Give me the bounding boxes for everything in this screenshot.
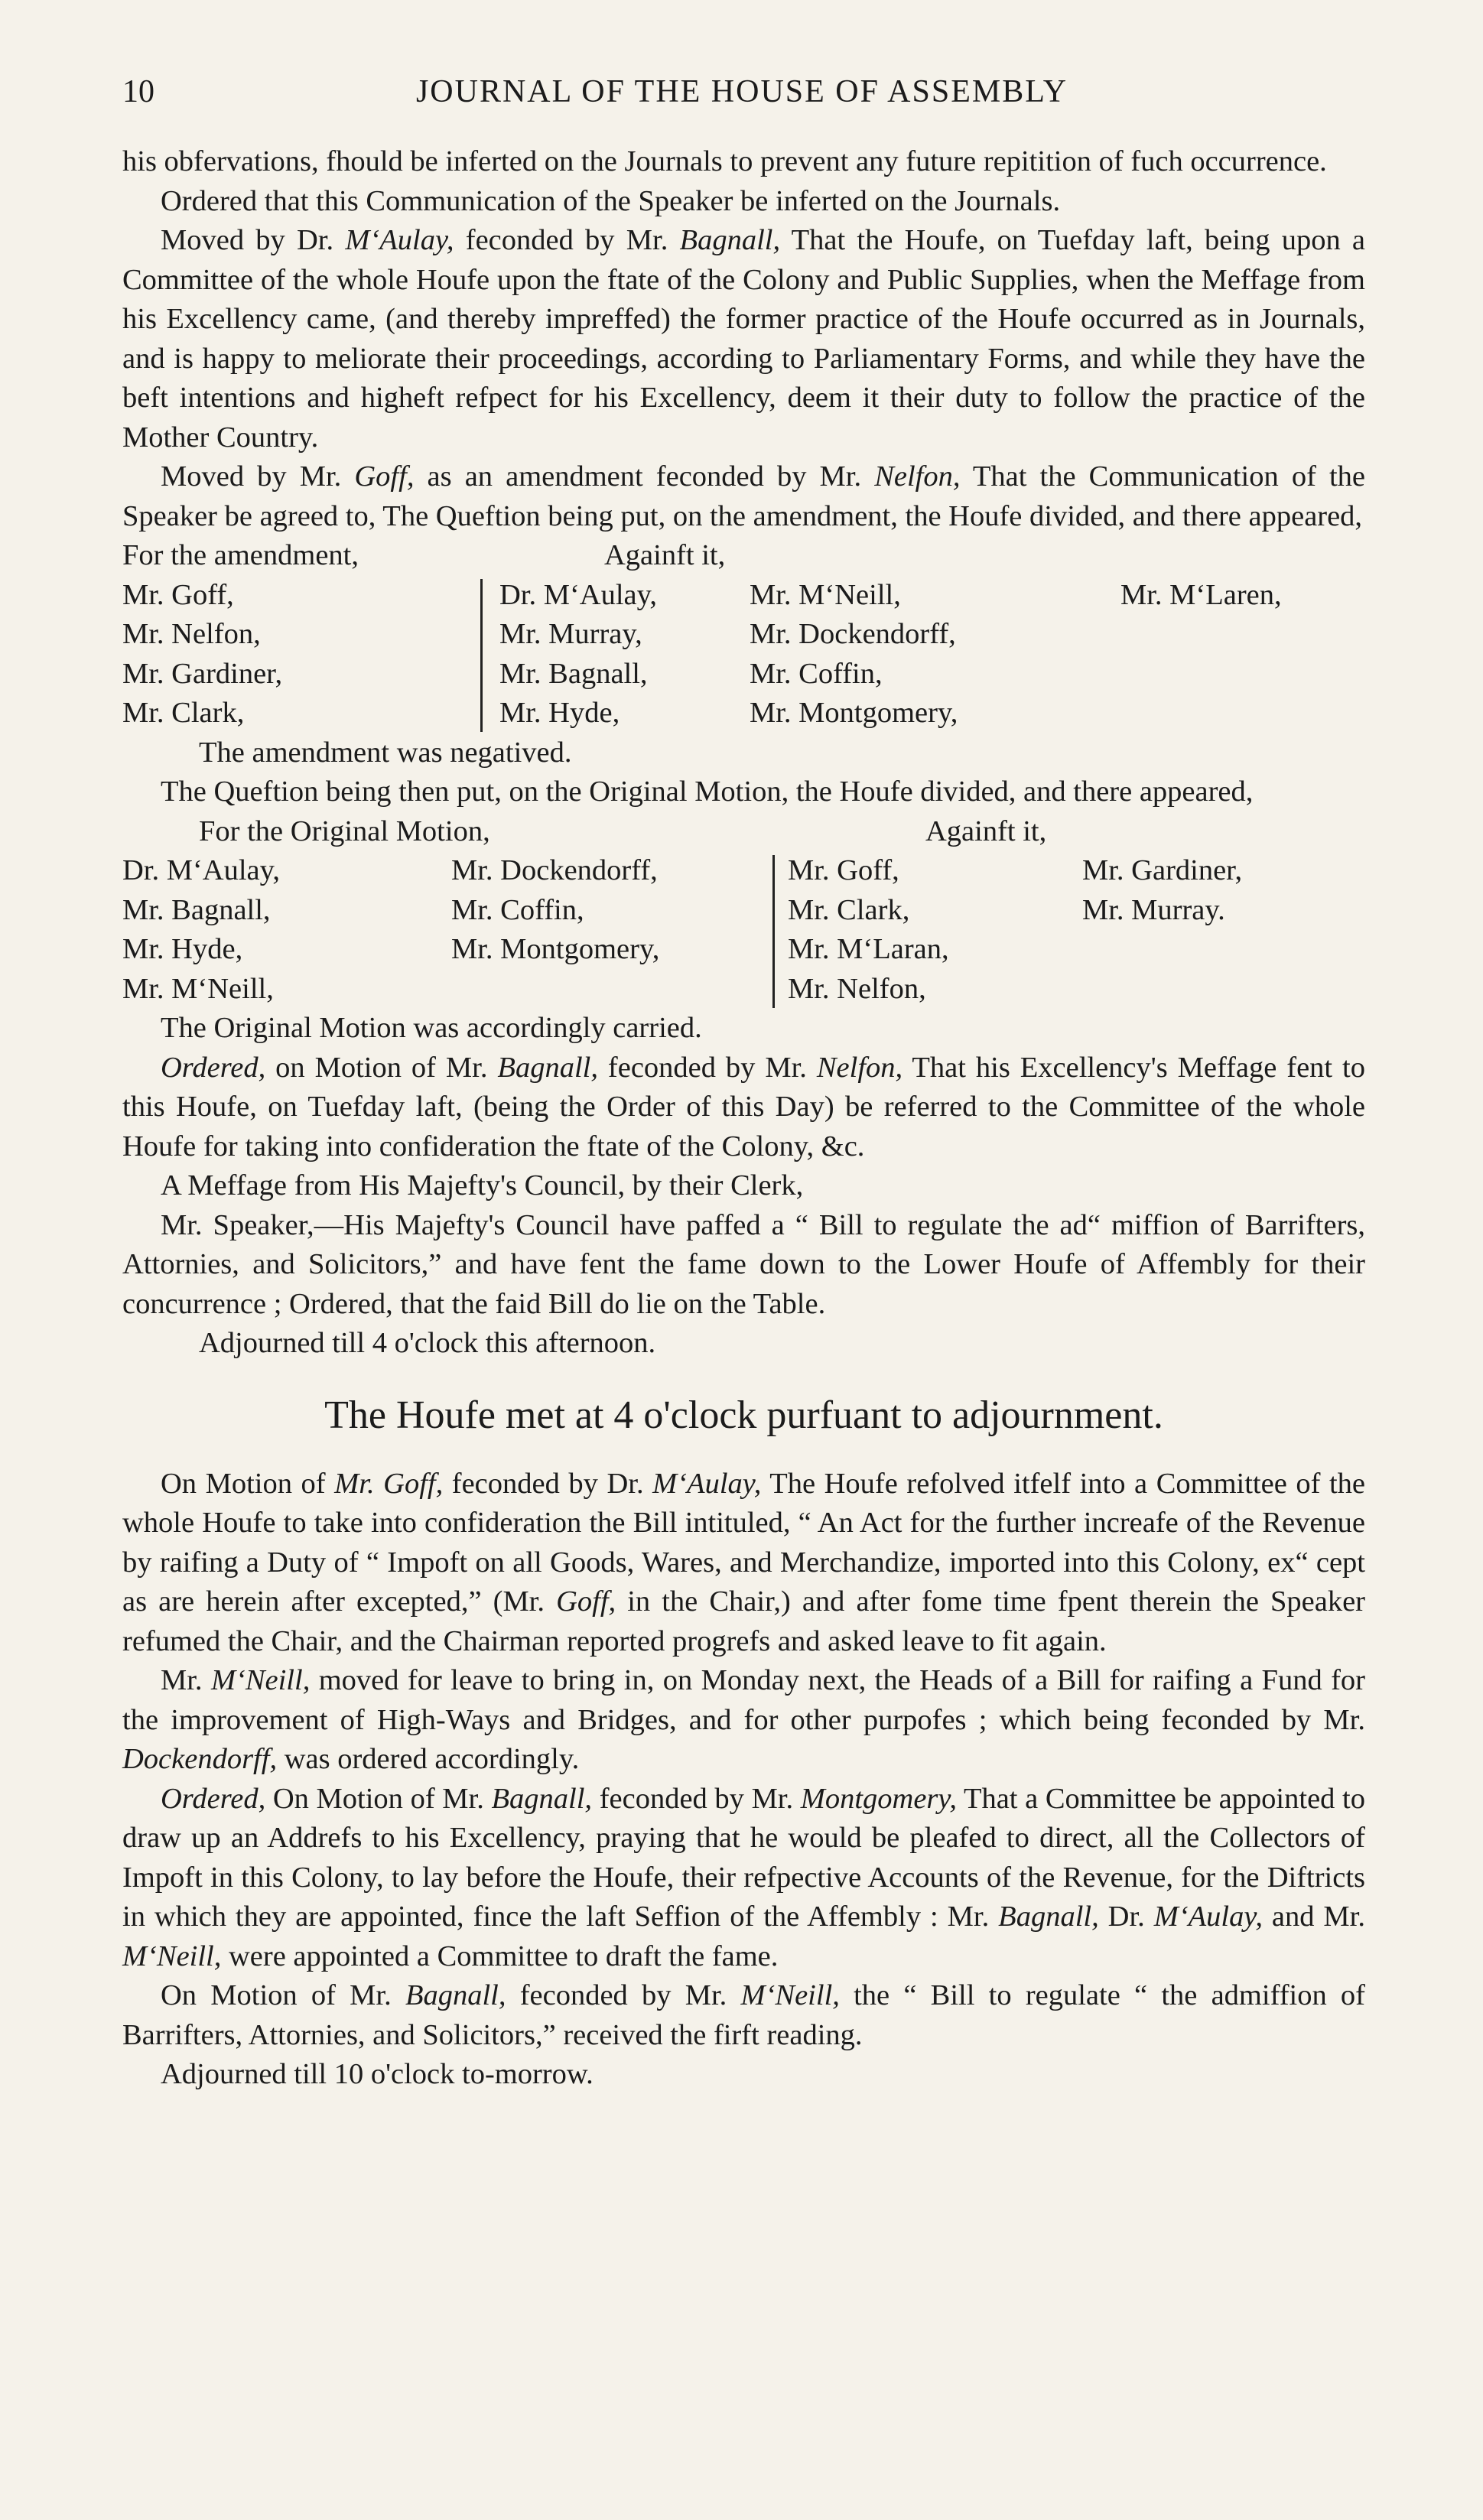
member-name: Mr. Montgomery, bbox=[750, 697, 958, 729]
original-motion-result: The Original Motion was accordingly carried. bbox=[161, 1012, 702, 1044]
paragraph-original-motion: The Queftion being then put, on the Original Motion, the Houfe divided, and there appeared, bbox=[161, 776, 1254, 808]
member-name: Mr. Goff, bbox=[122, 578, 234, 611]
paragraph-ordered-communication: Ordered that this Communication of the Speaker be inferted on the Journals. bbox=[161, 184, 1061, 217]
paragraph-observations: his obfervations, fhould be inferted on the Journals to prevent any future repitition of fuch occurrence. bbox=[122, 145, 1327, 177]
table-row bbox=[122, 970, 1365, 1010]
page-number: 10 bbox=[122, 74, 154, 109]
against-label: Againft it, bbox=[604, 539, 726, 571]
against-label: Againft it, bbox=[925, 815, 1047, 847]
member-name: Mr. Dockendorff, bbox=[750, 618, 956, 650]
member-name: Mr. Bagnall, bbox=[499, 657, 648, 690]
member-name: Mr. Montgomery, bbox=[451, 933, 660, 965]
member-name: Mr. Gardiner, bbox=[122, 657, 283, 690]
paragraph-address-committee: Ordered, On Motion of Mr. Bagnall, feconded by Mr. Montgomery, That a Committee be appointed to draw up an Addrefs to his Excellency, praying that he would be pleafed to direct, all the Collectors of Impoft in this Colony, to lay before the Houfe, their refpective Accounts of the Revenue, for the Diftricts in which they are appointed, fince the laft Seffion of the Affembly : Mr. Bagnall, Dr. M‘Aulay, and Mr. M‘Neill, were appointed a Committee to draft the fame. bbox=[122, 1782, 1365, 1972]
member-name: Mr. Murray, bbox=[499, 618, 642, 650]
table-row bbox=[122, 694, 1365, 733]
paragraph-first-reading: On Motion of Mr. Bagnall, feconded by Mr. M‘Neill, the “ Bill to regulate “ the admiffion of Barrifters, Attornies, and Solicitors,” received the firft reading. bbox=[122, 1979, 1366, 2051]
member-name: Mr. Bagnall, bbox=[122, 893, 271, 926]
paragraph-adjourned-tomorrow: Adjourned till 10 o'clock to-morrow. bbox=[161, 2058, 594, 2090]
vote-table-original-motion bbox=[122, 812, 1365, 1010]
member-name: Mr. Nelfon, bbox=[122, 618, 261, 650]
member-name: Mr. Coffin, bbox=[451, 893, 584, 926]
member-name: Mr. Hyde, bbox=[499, 697, 620, 729]
for-label: For the amendment, bbox=[122, 539, 359, 571]
member-name: Mr. M‘Laren, bbox=[1120, 578, 1282, 611]
member-name: Dr. M‘Aulay, bbox=[499, 578, 658, 611]
table-row bbox=[122, 851, 1365, 891]
vote-header bbox=[122, 812, 1365, 852]
member-name: Mr. M‘Neill, bbox=[122, 972, 274, 1005]
member-name: Mr. Coffin, bbox=[750, 657, 883, 690]
paragraph-speaker-bill: Mr. Speaker,—His Majefty's Council have paffed a “ Bill to regulate the ad“ miffion of Barrifters, Attornies, and Solicitors,” and have fent the fame down to the Lower Houfe of Affembly for their concurrence ; Ordered, that the faid Bill do lie on the Table. bbox=[122, 1208, 1365, 1320]
paragraph-adjourned-afternoon: Adjourned till 4 o'clock this afternoon. bbox=[199, 1327, 656, 1359]
member-name: Mr. Goff, bbox=[788, 854, 899, 886]
paragraph-highways-bill: Mr. M‘Neill, moved for leave to bring in, on Monday next, the Heads of a Bill for raifing a Fund for the improvement of High-Ways and Bridges, and for other purpofes ; which being feconded by Mr. Dockendorff, was ordered accordingly. bbox=[122, 1664, 1365, 1775]
member-name: Dr. M‘Aulay, bbox=[122, 854, 281, 886]
member-name: Mr. Gardiner, bbox=[1082, 854, 1243, 886]
member-name: Mr. Clark, bbox=[122, 697, 245, 729]
member-name: Mr. Dockendorff, bbox=[451, 854, 658, 886]
vote-header bbox=[122, 536, 1365, 576]
paragraph-amendment-goff: Moved by Mr. Goff, as an amendment feconded by Mr. Nelfon, That the Communication of the Speaker be agreed to, The Queftion being put, on the amendment, the Houfe divided, and there appeared, bbox=[122, 460, 1366, 532]
member-name: Mr. Nelfon, bbox=[788, 972, 926, 1005]
member-name: Mr. Murray. bbox=[1082, 893, 1225, 926]
journal-title: JOURNAL OF THE HOUSE OF ASSEMBLY bbox=[415, 74, 1068, 109]
table-row bbox=[122, 891, 1365, 931]
section-heading: The Houfe met at 4 o'clock purfuant to adjournment. bbox=[324, 1393, 1163, 1437]
vote-table-amendment bbox=[122, 536, 1365, 733]
paragraph-committee-revenue: On Motion of Mr. Goff, feconded by Dr. M‘Aulay, The Houfe refolved itfelf into a Committee of the whole Houfe to take into confideration the Bill intituled, “ An Act for the further increafe of the Revenue by raifing a Duty of “ Impoft on all Goods, Wares, and Merchandize, imported into this Colony, ex“ cept as are herein after excepted,” (Mr. Goff, in the Chair,) and after fome time fpent therein the Speaker refumed the Chair, and the Chairman reported progrefs and asked leave to fit again. bbox=[122, 1467, 1365, 1657]
paragraph-council-message: A Meffage from His Majefty's Council, by their Clerk, bbox=[161, 1169, 804, 1201]
for-label: For the Original Motion, bbox=[199, 815, 490, 847]
table-row bbox=[122, 655, 1365, 694]
member-name: Mr. M‘Laran, bbox=[788, 933, 949, 965]
page-header bbox=[115, 73, 1369, 127]
table-row bbox=[122, 930, 1365, 970]
table-row bbox=[122, 576, 1365, 616]
journal-body bbox=[122, 142, 1365, 2095]
amendment-result: The amendment was negatived. bbox=[199, 736, 572, 769]
member-name: Mr. Hyde, bbox=[122, 933, 243, 965]
paragraph-ordered-message: Ordered, on Motion of Mr. Bagnall, feconded by Mr. Nelfon, That his Excellency's Meffage fent to this Houfe, on Tuefday laft, (being the Order of this Day) be referred to the Committee of the whole Houfe for taking into confideration the ftate of the Colony, &c. bbox=[122, 1051, 1365, 1162]
member-name: Mr. M‘Neill, bbox=[750, 578, 901, 611]
member-name: Mr. Clark, bbox=[788, 893, 910, 926]
paragraph-motion-maulay: Moved by Dr. M‘Aulay, feconded by Mr. Bagnall, That the Houfe, on Tuefday laft, being upon a Committee of the whole Houfe upon the ftate of the Colony and Public Supplies, when the Meffage from his Excellency came, (and thereby impreffed) the former practice of the Houfe occurred as in Journals, and is happy to meliorate their proceedings, according to Parliamentary Forms, and while they have the beft intentions and higheft refpect for his Excellency, deem it their duty to follow the practice of the Mother Country. bbox=[122, 224, 1366, 454]
table-row bbox=[122, 615, 1365, 655]
